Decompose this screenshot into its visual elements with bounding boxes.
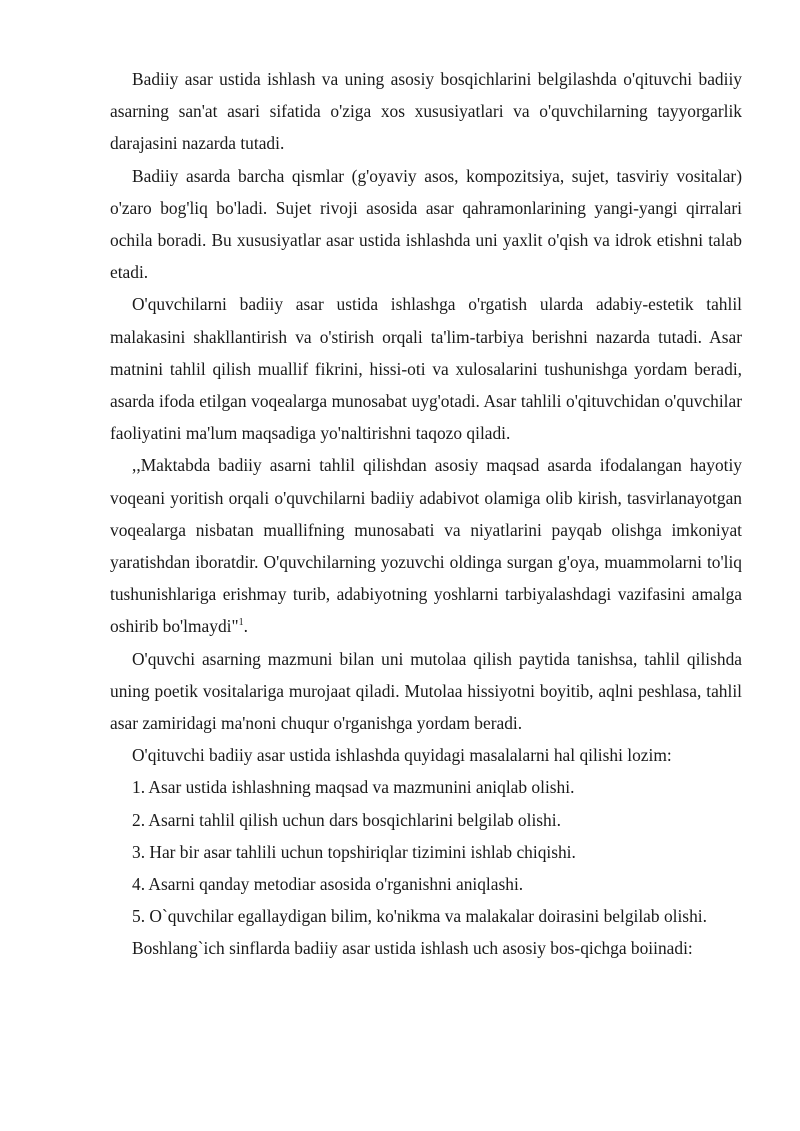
paragraph-1: Badiiy asar ustida ishlash va uning asosiy bosqichlarini belgilashda o'qituvchi badiiy asarning san'at asari sifatida o'ziga xos xususiyatlari va o'quvchilarning tayyorgarlik darajasini nazarda tutadi. [110, 69, 742, 154]
footnote-mark: 1 [238, 617, 244, 629]
paragraph-2: Badiiy asarda barcha qismlar (g'oyaviy asos, kompozitsiya, sujet, tasviriy vositalar) o'zaro bog'liq bo'ladi. Sujet rivoji asosida asar qahramonlarining yangi-yangi qirralari ochila boradi. Bu xususiyatlar asar ustida ishlashda uni yaxlit o'qish va idrok etishni talab etadi. [110, 165, 742, 283]
list-intro: O'qituvchi badiiy asar ustida ishlashda quyidagi masalalarni hal qilishi lozim: [132, 745, 672, 766]
paragraph-3: O'quvchilarni badiiy asar ustida ishlashga o'rgatish ularda adabiy-estetik tahlil malakasini shakllantirish va o'stirish orqali ta'lim-tarbiya berishni nazarda tutadi. Asar matnini tahlil qilish muallif fikrini, hissi-oti va xulosalarini tushunishga yordam beradi, asarda ifoda etilgan voqealarga munosabat uyg'otadi. Asar tahlili o'qituvchidan o'quvchilar faoliyatini ma'lum maqsadiga yo'naltirishni taqozo qiladi. [110, 294, 742, 444]
list-item: 1. Asar ustida ishlashning maqsad va mazmunini aniqlab olishi. [132, 777, 575, 798]
list-item: 4. Asarni qanday metodiar asosida o'rganishni aniqlashi. [132, 874, 524, 895]
quote-tail: . [243, 616, 248, 637]
paragraph-after-quote: O'quvchi asarning mazmuni bilan uni mutolaa qilish paytida tanishsa, tahlil qilishda uning poetik vositalariga murojaat qiladi. Mutolaa hissiyotni boyitib, aqlni peshlasa, tahlil asar zamiridagi ma'noni chuqur o'rganishga yordam beradi. [110, 648, 742, 734]
list-item: 2. Asarni tahlil qilish uchun dars bosqichlarini belgilab olishi. [132, 809, 561, 830]
list-item: 5. O`quvchilar egallaydigan bilim, ko'nikma va malakalar doirasini belgilab olishi. [132, 906, 707, 927]
list-item: 3. Har bir asar tahlili uchun topshiriqlar tizimini ishlab chiqishi. [132, 841, 576, 862]
closing-paragraph: Boshlang`ich sinflarda badiiy asar ustida ishlash uch asosiy bos-qichga boiinadi: [132, 938, 693, 959]
quote-paragraph [110, 449, 742, 642]
document-page [110, 63, 742, 965]
quote-text: ,,Maktabda badiiy asarni tahlil qilishdan asosiy maqsad asarda ifodalangan hayotiy voqeani yoritish orqali o'quvchilarni badiiy adabivot olamiga olib kirish, tasvirlanayotgan voqealarga nisbatan muallifning munosabati va niyatlarini payqab olishga imkoniyat yaratishdan iboratdir. O'quvchilarning yozuvchi oldinga surgan g'oya, muammolarni to'liq tushunishlariga erishmay turib, adabiyotning yoshlarni tarbiyalashdagi vazifasini amalga oshirib bo'lmaydi" [110, 455, 742, 637]
